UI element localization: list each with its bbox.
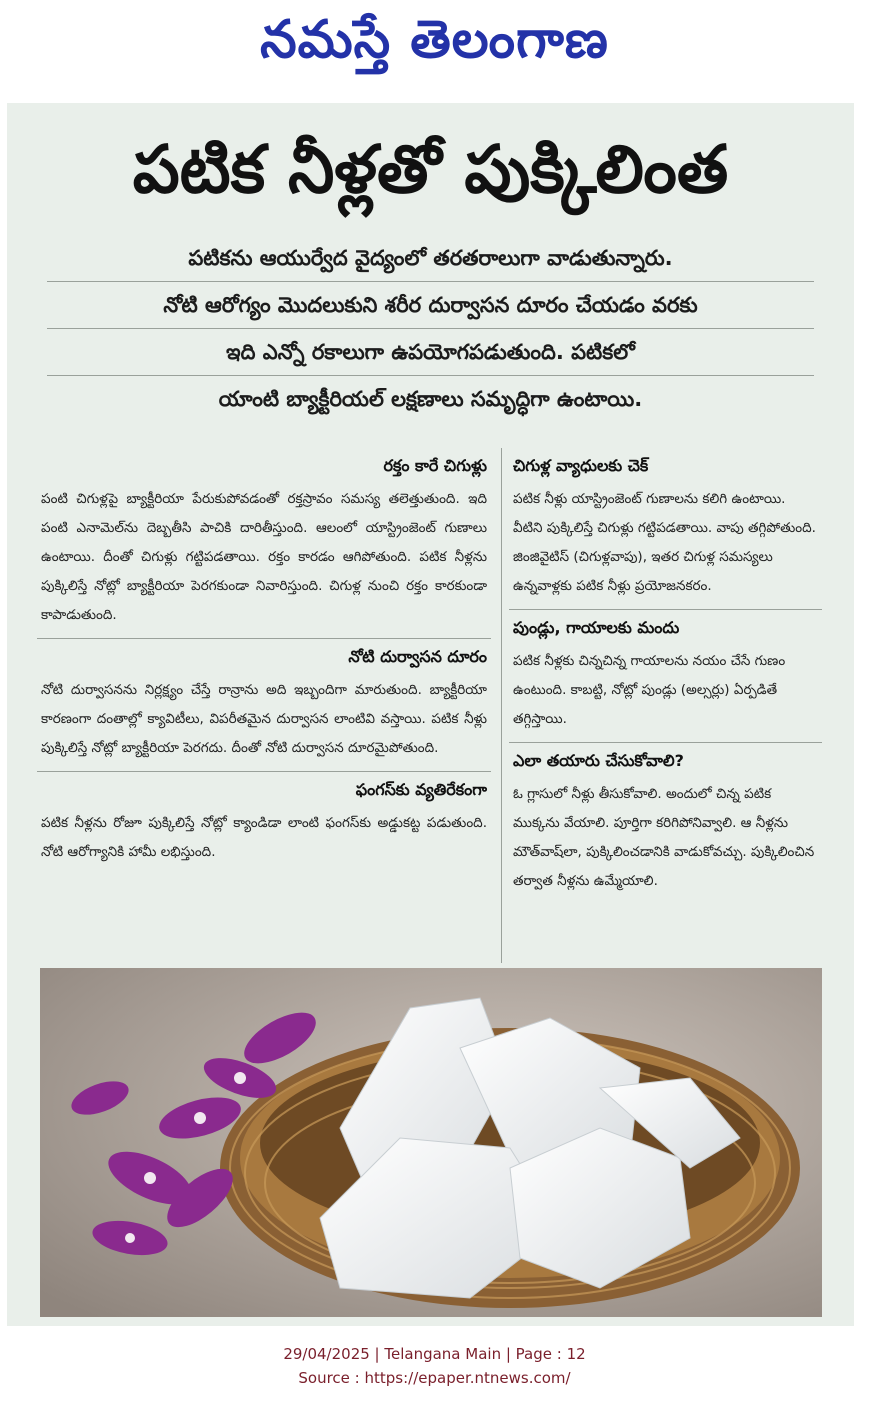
section-antifungal (37, 772, 491, 875)
section-title: చిగుళ్ల వ్యాధులకు చెక్ (513, 456, 649, 475)
footer-date-edition: 29/04/2025 | Telangana Main | Page : 12 (283, 1345, 586, 1363)
intro-line: యాంటి బ్యాక్టీరియల్ లక్షణాలు సమృద్ధిగా ఉంటాయి. (218, 387, 643, 411)
section-body: నోటి దుర్వాసనను నిర్లక్ష్యం చేస్తే రాన్రాను అది ఇబ్బందిగా మారుతుంది. బ్యాక్టీరియా కారణంగా దంతాల్లో క్యావిటీలు, విపరీతమైన దుర్వాసన లాంటివి వస్తాయి. పటిక నీళ్లు పుక్కిలిస్తే నోట్లో బ్యాక్టీరియా పెరగదు. దీంతో నోటి దుర్వాసన దూరమైపోతుంది. (41, 682, 487, 756)
intro-line: నోటి ఆరోగ్యం మొదలుకుని శరీర దుర్వాసన దూరం చేయడం వరకు (47, 282, 814, 329)
section-body: పటిక నీళ్లకు చిన్నచిన్న గాయాలను నయం చేసే గుణం ఉంటుంది. కాబట్టి, నోట్లో పుండ్లు (అల్సర్లు) ఏర్పడితే తగ్గిస్తాయి. (513, 653, 786, 727)
alum-photo-illustration (40, 968, 822, 1317)
section-title: ఫంగస్‌కు వ్యతిరేకంగా (355, 780, 487, 799)
article-panel (7, 103, 854, 1326)
footer (0, 1342, 869, 1390)
left-column (37, 448, 491, 875)
section-bleeding-gums (37, 448, 491, 639)
column-divider (501, 448, 502, 963)
section-gum-disease (509, 448, 822, 610)
section-bad-breath (37, 639, 491, 772)
footer-source: Source : https://epaper.ntnews.com/ (298, 1369, 571, 1387)
section-title: రక్తం కారే చిగుళ్లు (383, 456, 487, 475)
section-body: పటిక నీళ్లు యాస్ట్రింజెంట్ గుణాలను కలిగి ఉంటాయి. వీటిని పుక్కిలిస్తే చిగుళ్లు గట్టిపడతాయి. వాపు తగ్గిపోతుంది. జింజివైటిస్ (చిగుళ్లవాపు), ఇతర చిగుళ్ల సమస్యలు ఉన్నవాళ్లకు పటిక నీళ్లు ప్రయోజనకరం. (513, 491, 816, 594)
right-column (509, 448, 822, 904)
article-headline: పటిక నీళ్లతో పుక్కిలింత (132, 131, 729, 208)
intro-line: పటికను ఆయుర్వేద వైద్యంలో తరతరాలుగా వాడుతున్నారు. (47, 235, 814, 282)
section-body: ఓ గ్లాసులో నీళ్లు తీసుకోవాలి. అందులో చిన్న పటిక ముక్కను వేయాలి. పూర్తిగా కరిగిపోనివ్వాలి. ఆ నీళ్లను మౌత్‌వాష్‌లా, పుక్కిలించడానికి వాడుకోవచ్చు. పుక్కిలించిన తర్వాత నీళ్లను ఉమ్మేయాలి. (513, 786, 815, 889)
intro-line: ఇది ఎన్నో రకాలుగా ఉపయోగపడుతుంది. పటికలో (47, 329, 814, 376)
section-title: పుండ్లు, గాయాలకు మందు (513, 618, 680, 637)
section-body: పంటి చిగుళ్లపై బ్యాక్టీరియా పేరుకుపోవడంతో రక్తస్రావం సమస్య తలెత్తుతుంది. ఇది పంటి ఎనామెల్‌ను దెబ్బతీసి పాచికి దారితీస్తుంది. ఆలంలో యాస్ట్రింజెంట్ గుణాలు ఉంటాయి. దీంతో చిగుళ్లు గట్టిపడతాయి. రక్తం కారడం ఆగిపోతుంది. పటిక నీళ్లను పుక్కిలిస్తే నోట్లో బ్యాక్టీరియా పెరగకుండా నివారిస్తుంది. చిగుళ్ల నుంచి రక్తం కారకుండా కాపాడుతుంది. (41, 491, 487, 623)
article-intro (47, 235, 814, 422)
section-how-to-prepare (509, 743, 822, 904)
section-body: పటిక నీళ్లను రోజూ పుక్కిలిస్తే నోట్లో క్యాండిడా లాంటి ఫంగస్‌కు అడ్డుకట్ట పడుతుంది. నోటి ఆరోగ్యానికి హామీ లభిస్తుంది. (41, 815, 487, 860)
section-ulcers-wounds (509, 610, 822, 743)
alum-basket-photo (40, 968, 822, 1317)
section-title: ఎలా తయారు చేసుకోవాలి? (513, 751, 684, 770)
newspaper-name: నమస్తే తెలంగాణ (260, 9, 609, 70)
section-title: నోటి దుర్వాసన దూరం (348, 647, 487, 666)
masthead (0, 6, 869, 86)
